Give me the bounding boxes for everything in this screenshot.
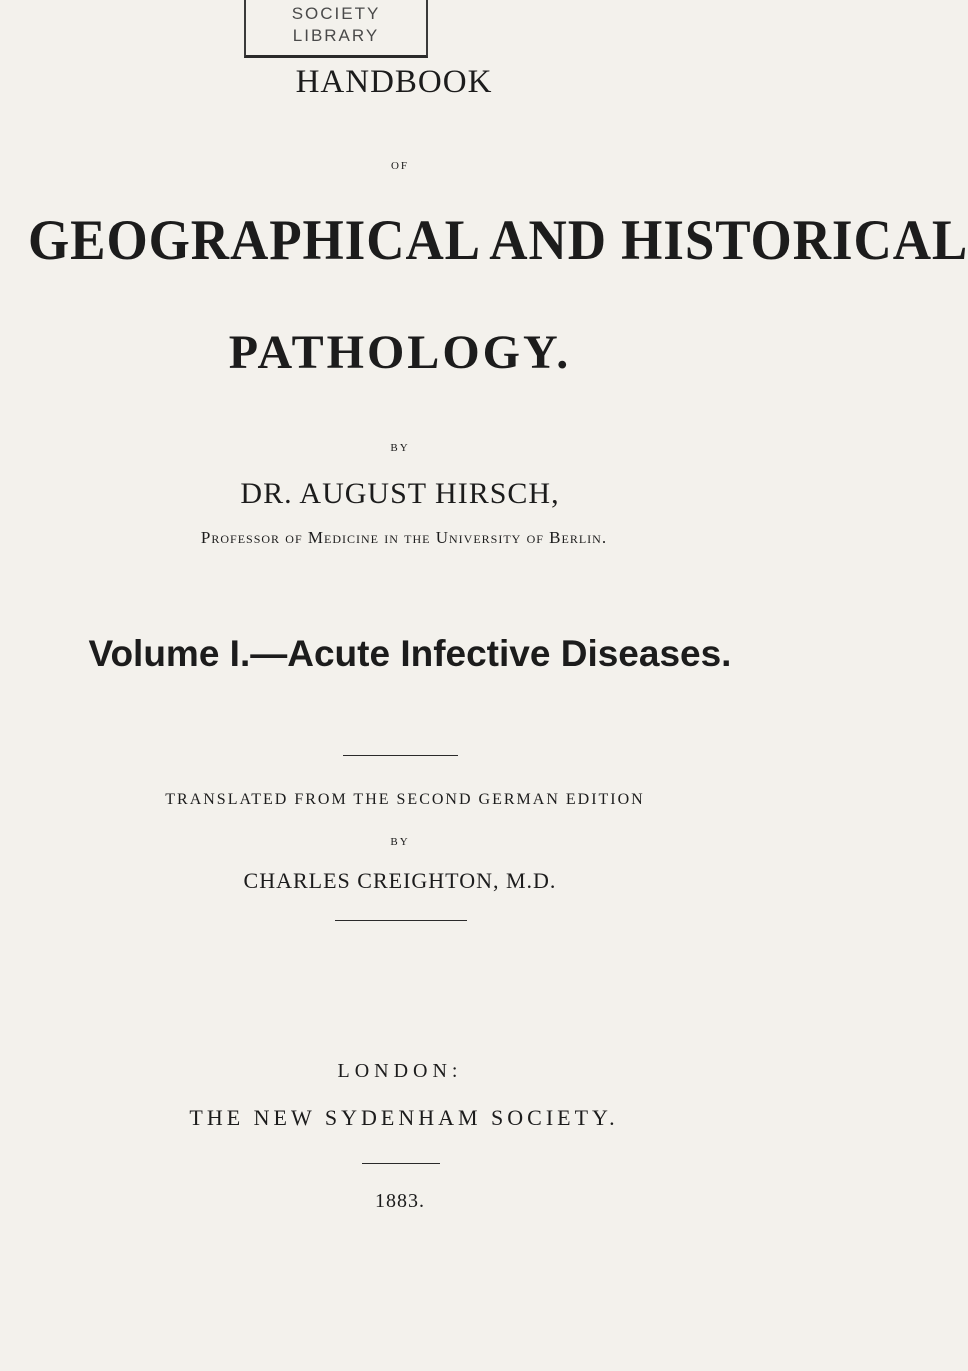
divider-rule: [362, 1163, 440, 1164]
book-title: GEOGRAPHICAL AND HISTORICAL: [28, 209, 968, 272]
imprint-year: 1883.: [375, 1190, 425, 1212]
divider-rule: [343, 755, 458, 756]
handbook-heading: HANDBOOK: [295, 64, 493, 100]
imprint-city: LONDON:: [337, 1060, 463, 1082]
divider-rule: [335, 920, 467, 921]
book-subtitle: PATHOLOGY.: [228, 326, 572, 379]
translation-note: TRANSLATED FROM THE SECOND GERMAN EDITION: [165, 791, 645, 808]
translator-name: CHARLES CREIGHTON, M.D.: [243, 868, 557, 893]
volume-title: Volume I.—Acute Infective Diseases.: [88, 633, 732, 674]
of-connector: OF: [390, 160, 410, 172]
author-affiliation: Professor of Medicine in the University of Berlin.: [200, 528, 608, 547]
imprint-publisher: THE NEW SYDENHAM SOCIETY.: [189, 1105, 619, 1130]
stamp-line-society: SOCIETY: [291, 4, 381, 23]
by-translator-label: BY: [390, 836, 410, 848]
author-name: DR. AUGUST HIRSCH,: [240, 477, 560, 510]
library-stamp: [244, 0, 428, 58]
stamp-line-library: LIBRARY: [292, 26, 380, 45]
by-author-label: BY: [390, 442, 410, 454]
